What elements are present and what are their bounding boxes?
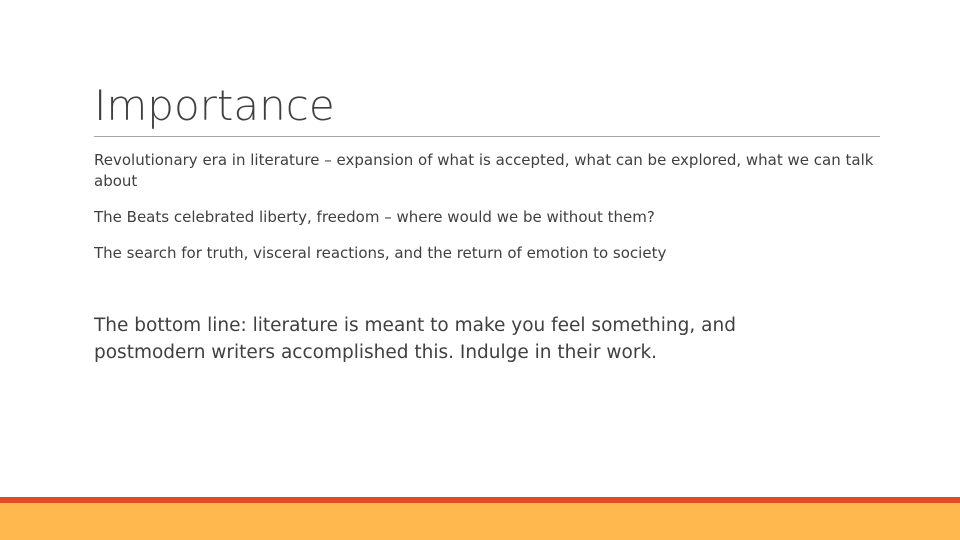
bullet-item: Revolutionary era in literature – expansion of what is accepted, what can be explored, what we can talk about [94,151,874,190]
slide-title: Importance [94,81,335,130]
bullet-list [94,150,884,279]
footer-band [0,503,960,540]
title-divider [94,136,880,137]
bottom-line-text: The bottom line: literature is meant to make you feel something, and postmodern writers accomplished this. Indulge in their work. [94,315,736,363]
bullet-item: The search for truth, visceral reactions, and the return of emotion to society [94,244,667,262]
bullet-item: The Beats celebrated liberty, freedom – where would we be without them? [94,208,655,226]
